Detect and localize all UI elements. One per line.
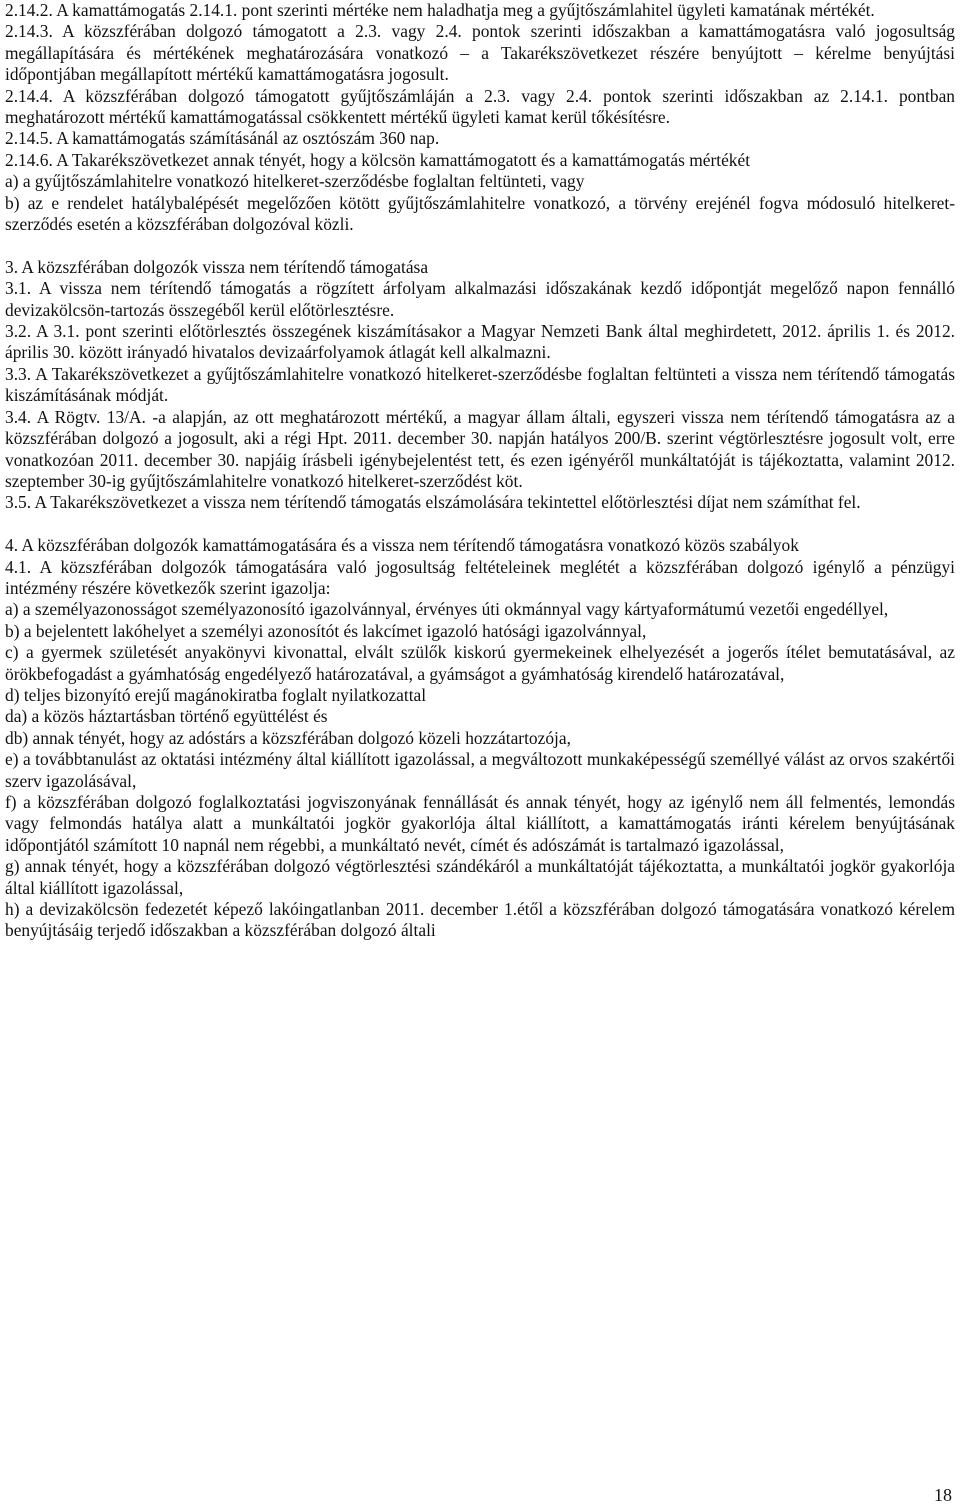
- document-body: [5, 0, 955, 942]
- paragraph-4-1-f: f) a közszférában dolgozó foglalkoztatási jogviszonyának fennállását és annak tényét, hogy az igénylő nem áll felmentés, lemondás vagy felmondás hatálya alatt a munkáltatói jogkör gyakorlója által kiállított, a kamattámogatás iránti kérelem benyújtásának időpontjától számított 10 napnál nem régebbi, a munkáltató nevét, címét és adószámát is tartalmazó igazolással,: [5, 792, 955, 855]
- paragraph-4-1-d: d) teljes bizonyító erejű magánokiratba foglalt nyilatkozattal: [5, 684, 427, 705]
- paragraph-2-14-6: 2.14.6. A Takarékszövetkezet annak tényét, hogy a kölcsön kamattámogatott és a kamattámogatás mértékét: [5, 149, 751, 170]
- paragraph-4-1-h: h) a devizakölcsön fedezetét képező lakóingatlanban 2011. december 1.étől a közszférában dolgozó támogatására vonatkozó kérelem benyújtásáig terjedő időszakban a közszférában dolgozó általi: [5, 899, 955, 941]
- section-heading-3: 3. A közszférában dolgozók vissza nem térítendő támogatása: [5, 256, 429, 277]
- paragraph-4-1: 4.1. A közszférában dolgozók támogatására való jogosultság feltételeinek meglétét a közszférában dolgozó igénylő a pénzügyi intézmény részére következők szerint igazolja:: [5, 556, 955, 598]
- paragraph-4-1-a: a) a személyazonosságot személyazonosító igazolvánnyal, érvényes úti okmánnyal vagy kártyaformátumú vezetői engedéllyel,: [5, 599, 889, 620]
- paragraph-4-1-da: da) a közös háztartásban történő együttélést és: [5, 706, 328, 727]
- paragraph-2-14-6-a: a) a gyűjtőszámlahitelre vonatkozó hitelkeret-szerződésbe foglaltan feltünteti, vagy: [5, 171, 585, 192]
- paragraph-4-1-g: g) annak tényét, hogy a közszférában dolgozó végtörlesztési szándékáról a munkáltatóját tájékoztatta, a munkáltatói jogkör gyakorlója által kiállított igazolással,: [5, 856, 955, 898]
- paragraph-2-14-4: 2.14.4. A közszférában dolgozó támogatott gyűjtőszámláján a 2.3. vagy 2.4. pontok szerinti időszakban az 2.14.1. pontban meghatározott mértékű kamattámogatással csökkentett mértékű ügyleti kamat kerül tőkésítésre.: [5, 85, 955, 128]
- blank-line: [5, 235, 955, 256]
- paragraph-3-1: 3.1. A vissza nem térítendő támogatás a rögzített árfolyam alkalmazási időszakának kezdő időpontját megelőző napon fennálló devizakölcsön-tartozás összegéből kerül előtörlesztésre.: [5, 278, 955, 320]
- paragraph-3-4: 3.4. A Rögtv. 13/A. -a alapján, az ott meghatározott mértékű, a magyar állam általi, egyszeri vissza nem térítendő támogatásra az a közszférában dolgozó a jogosult, aki a régi Hpt. 2011. december 30. napján hatályos 200/B. szerint végtörlesztésre jogosult volt, erre vonatkozóan 2011. december 30. napjáig írásbeli igénybejelentést tett, és ezen igényéről munkáltatóját is tájékoztatta, valamint 2012. szeptember 30-ig gyűjtőszámlahitelre vonatkozó hitelkeret-szerződést köt.: [5, 406, 955, 491]
- paragraph-2-14-5: 2.14.5. A kamattámogatás számításánál az osztószám 360 nap.: [5, 128, 440, 149]
- paragraph-2-14-2: 2.14.2. A kamattámogatás 2.14.1. pont szerinti mértéke nem haladhatja meg a gyűjtőszámlahitel ügyleti kamatának mértékét.: [5, 0, 875, 20]
- blank-line: [5, 514, 955, 535]
- paragraph-3-2: 3.2. A 3.1. pont szerinti előtörlesztés összegének kiszámításakor a Magyar Nemzeti Bank által meghirdetett, 2012. április 1. és 2012. április 30. között irányadó hivatalos devizaárfolyamok átlagát kell alkalmazni.: [5, 321, 955, 363]
- paragraph-4-1-b: b) a bejelentett lakóhelyet a személyi azonosítót és lakcímet igazoló hatósági igazolvánnyal,: [5, 620, 647, 641]
- section-heading-4: 4. A közszférában dolgozók kamattámogatására és a vissza nem térítendő támogatásra vonatkozó közös szabályok: [5, 535, 799, 556]
- paragraph-4-1-db: db) annak tényét, hogy az adóstárs a közszférában dolgozó közeli hozzátartozója,: [5, 727, 571, 748]
- paragraph-3-3: 3.3. A Takarékszövetkezet a gyűjtőszámlahitelre vonatkozó hitelkeret-szerződésbe foglaltan feltünteti a vissza nem térítendő támogatás kiszámításának módját.: [5, 363, 955, 406]
- paragraph-4-1-c: c) a gyermek születését anyakönyvi kivonattal, elvált szülők kiskorú gyermekeinek elhelyezését a jogerős ítélet bemutatásával, az örökbefogadást a gyámhatóság engedélyező határozatával, a gyámságot a gyámhatóság kirendelő határozatával,: [5, 642, 955, 684]
- paragraph-2-14-3: 2.14.3. A közszférában dolgozó támogatott a 2.3. vagy 2.4. pontok szerinti időszakban a kamattámogatásra való jogosultság megállapítására és mértékének meghatározására vonatkozó – a Takarékszövetkezet részére benyújtott – kérelme benyújtási időpontjában megállapított mértékű kamattámogatásra jogosult.: [5, 21, 955, 85]
- paragraph-3-5: 3.5. A Takarékszövetkezet a vissza nem térítendő támogatás elszámolására tekintettel előtörlesztési díjat nem számíthat fel.: [5, 492, 861, 513]
- paragraph-4-1-e: e) a továbbtanulást az oktatási intézmény által kiállított igazolással, a megváltozott munkaképességű személlyé válást az orvos szakértői szerv igazolásával,: [5, 749, 955, 791]
- paragraph-2-14-6-b: b) az e rendelet hatálybalépését megelőzően kötött gyűjtőszámlahitelre vonatkozó, a törvény erejénél fogva módosuló hitelkeret-szerződés esetén a közszférában dolgozóval közli.: [5, 192, 955, 235]
- page-number: 18: [934, 1485, 952, 1505]
